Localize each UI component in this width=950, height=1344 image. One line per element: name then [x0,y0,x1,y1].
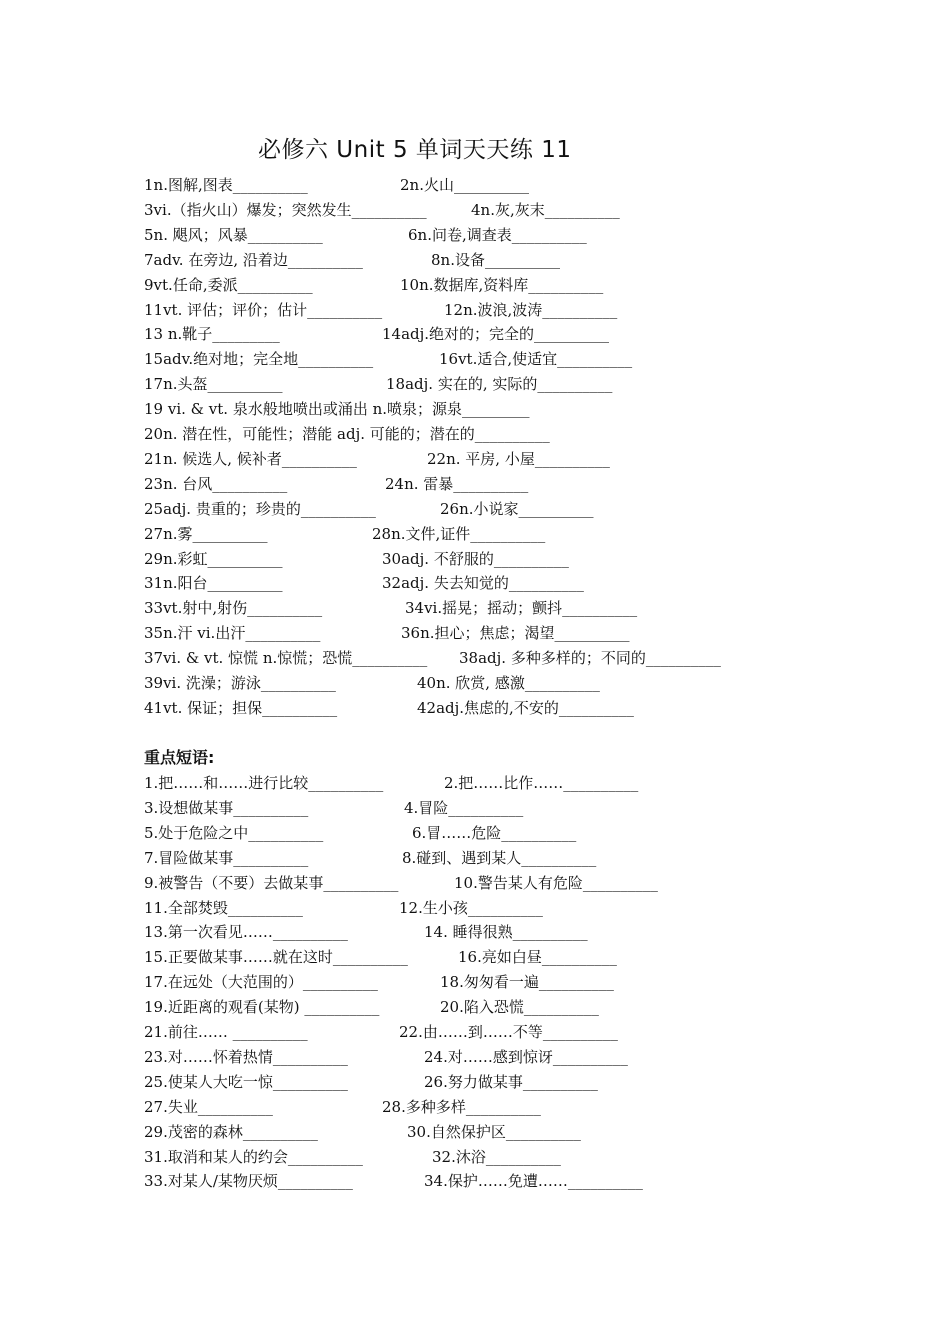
vocab-row [144,248,904,272]
vocab-item: 31n.阳台__________ [144,574,283,593]
phrase-item: 29.茂密的森林__________ [144,1122,318,1141]
phrase-item: 10.警告某人有危险__________ [454,873,658,892]
phrase-item: 21.前往…… __________ [144,1023,308,1041]
vocab-item: 7adv. 在旁边, 沿着边__________ [144,250,363,269]
phrase-row [144,995,904,1019]
vocab-row [144,472,904,496]
phrase-row [144,871,904,895]
vocab-item: 15adv.绝对地；完全地__________ [144,350,374,369]
vocab-item: 23n. 台风__________ [144,474,288,493]
vocab-item: 1n.图解,图表__________ [144,176,308,194]
vocab-item: 37vi. & vt. 惊慌 n.惊慌；恐慌__________ [144,649,428,668]
phrase-item: 6.冒……危险__________ [412,823,577,842]
phrase-item: 30.自然保护区__________ [407,1122,581,1141]
phrase-item: 34.保护……免遭……__________ [424,1172,643,1191]
vocab-item: 32adj. 失去知觉的__________ [382,574,584,593]
phrase-item: 7.冒险做某事__________ [144,848,309,867]
vocab-row [144,173,904,197]
vocab-item: 33vt.射中,射伤__________ [144,599,323,618]
vocab-item: 4n.灰,灰末__________ [471,200,620,219]
phrase-item: 2.把……比作……__________ [444,774,639,792]
vocab-item: 8n.设备__________ [431,250,560,269]
phrase-row [144,1120,904,1144]
vocab-item: 17n.头盔__________ [144,375,283,394]
vocab-row [144,347,904,371]
phrase-item: 27.失业__________ [144,1097,273,1116]
vocab-item: 5n. 飓风；风暴__________ [144,225,323,244]
vocab-item: 28n.文件,证件__________ [372,524,546,543]
vocab-item: 38adj. 多种多样的；不同的__________ [459,649,721,668]
phrase-item: 31.取消和某人的约会__________ [144,1147,363,1166]
vocab-item: 35n.汗 vi.出汗__________ [144,624,321,643]
vocab-item: 39vi. 洗澡；游泳__________ [144,674,336,692]
vocab-row [144,646,904,670]
vocab-row [144,497,904,521]
phrase-item: 26.努力做某事__________ [424,1072,598,1091]
vocab-item: 18adj. 实在的, 实际的__________ [386,375,613,394]
vocab-row [144,322,904,346]
phrase-item: 4.冒险__________ [404,798,524,817]
vocab-row [144,397,904,421]
phrase-item: 19.近距离的观看(某物) __________ [144,998,380,1017]
phrase-row [144,970,904,994]
vocab-item: 21n. 候选人, 候补者__________ [144,449,357,468]
phrase-row [144,920,904,944]
vocab-item: 41vt. 保证；担保__________ [144,698,338,717]
phrase-item: 22.由……到……不等__________ [399,1023,618,1041]
vocab-item: 42adj.焦虑的,不安的__________ [417,698,634,717]
vocab-row [144,596,904,620]
phrases-heading: 重点短语: [144,748,215,767]
vocab-row [144,298,904,322]
vocab-row [144,273,904,297]
phrase-row [144,1145,904,1169]
phrase-item: 11.全部焚毁__________ [144,898,303,917]
phrase-row [144,1045,904,1069]
vocab-item: 11vt. 评估；评价；估计__________ [144,300,383,319]
vocab-row [144,547,904,571]
phrase-item: 28.多种多样__________ [382,1097,541,1116]
phrase-item: 16.亮如白昼__________ [458,948,617,967]
vocab-item: 14adj.绝对的；完全的__________ [382,325,610,344]
phrase-item: 3.设想做某事__________ [144,798,309,817]
vocab-item: 9vt.任命,委派__________ [144,275,313,294]
vocab-row [144,522,904,546]
vocab-item: 13 n.靴子_________ [144,325,280,344]
phrase-row [144,796,904,820]
vocab-row [144,671,904,695]
phrase-item: 9.被警告（不要）去做某事__________ [144,873,399,892]
vocab-item: 6n.问卷,调查表__________ [408,225,587,244]
vocab-item: 22n. 平房, 小屋__________ [427,449,610,468]
phrase-row [144,1020,904,1044]
vocab-row [144,372,904,396]
page-title: 必修六 Unit 5 单词天天练 11 [258,137,572,163]
vocab-row [144,198,904,222]
vocab-item: 12n.波浪,波涛__________ [444,300,618,319]
vocab-row [144,571,904,595]
vocab-item: 3vi.（指火山）爆发；突然发生__________ [144,200,427,219]
phrase-row [144,846,904,870]
phrase-item: 14. 睡得很熟__________ [424,923,588,942]
phrase-row [144,896,904,920]
phrase-item: 13.第一次看见……__________ [144,923,348,942]
vocab-item: 2n.火山__________ [400,176,529,194]
phrase-item: 1.把……和……进行比较__________ [144,774,384,792]
phrase-row [144,1095,904,1119]
vocab-row [144,696,904,720]
phrase-item: 23.对……怀着热情__________ [144,1047,348,1066]
vocab-row [144,621,904,645]
vocab-item: 30adj. 不舒服的__________ [382,549,569,568]
phrase-row [144,945,904,969]
phrase-item: 17.在远处（大范围的）__________ [144,973,378,992]
vocab-item: 40n. 欣赏, 感激__________ [417,674,600,692]
vocab-item: 29n.彩虹__________ [144,549,283,568]
vocab-item: 16vt.适合,使适宜__________ [439,350,633,369]
phrase-item: 12.生小孩__________ [399,898,543,917]
phrase-row [144,1070,904,1094]
phrase-item: 15.正要做某事……就在这时__________ [144,948,408,967]
vocab-row [144,223,904,247]
vocab-item: 25adj. 贵重的；珍贵的__________ [144,499,376,518]
vocab-item: 24n. 雷暴__________ [385,474,529,493]
phrase-item: 24.对……感到惊讶__________ [424,1047,628,1066]
phrase-row [144,771,904,795]
phrase-item: 32.沐浴__________ [432,1147,561,1166]
vocab-item: 36n.担心；焦虑；渴望__________ [401,624,630,643]
vocab-row [144,447,904,471]
phrase-item: 5.处于危险之中__________ [144,823,324,842]
vocab-item: 19 vi. & vt. 泉水般地喷出或涌出 n.喷泉；源泉_________ [144,400,530,419]
vocab-item: 27n.雾__________ [144,524,268,543]
phrase-item: 18.匆匆看一遍__________ [440,973,614,992]
phrase-item: 20.陷入恐慌__________ [440,998,599,1017]
vocab-item: 26n.小说家__________ [440,499,594,518]
vocab-item: 10n.数据库,资料库__________ [400,275,604,294]
phrase-row [144,821,904,845]
phrase-item: 25.使某人大吃一惊__________ [144,1072,348,1091]
phrase-row [144,1169,904,1193]
vocab-row [144,422,904,446]
vocab-item: 20n. 潜在性，可能性；潜能 adj. 可能的；潜在的__________ [144,425,550,443]
phrase-item: 33.对某人/某物厌烦__________ [144,1172,353,1191]
vocab-item: 34vi.摇晃；摇动；颤抖__________ [405,599,638,618]
phrase-item: 8.碰到、遇到某人__________ [402,848,597,867]
